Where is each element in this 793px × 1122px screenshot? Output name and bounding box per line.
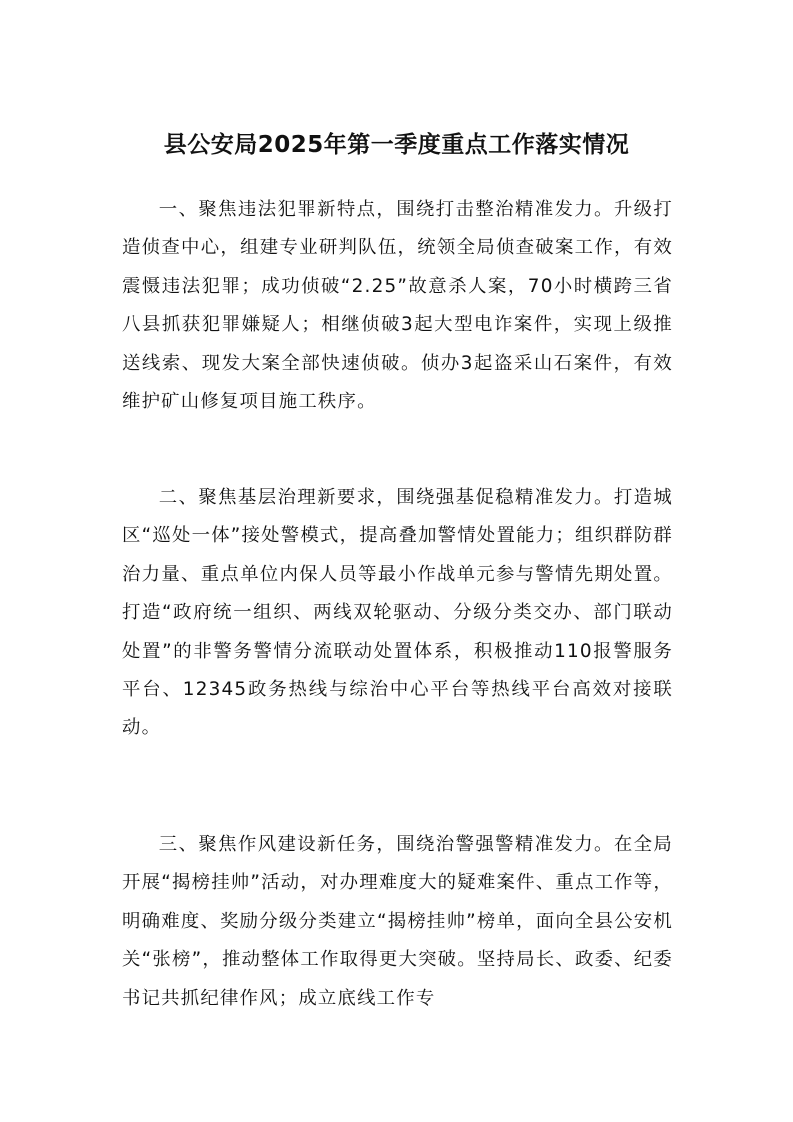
paragraph-2: 二、聚焦基层治理新要求，围绕强基促稳精准发力。打造城区“巡处一体”接处警模式，提高叠加警情处置能力；组织群防群治力量、重点单位内保人员等最小作战单元参与警情先期处置。打造“政府统一组织、两线双轮驱动、分级分类交办、部门联动处置”的非警务警情分流联动处置体系，积极推动110报警服务平台、12345政务热线与综治中心平台等热线平台高效对接联动。: [122, 487, 673, 739]
document-title: 县公安局2025年第一季度重点工作落实情况: [163, 132, 630, 158]
paragraph-1: 一、聚焦违法犯罪新特点，围绕打击整治精准发力。升级打造侦查中心，组建专业研判队伍，统领全局侦查破案工作，有效震慑违法犯罪；成功侦破“2.25”故意杀人案，70小时横跨三省八县抓获犯罪嫌疑人；相继侦破3起大型电诈案件，实现上级推送线索、现发大案全部快速侦破。侦办3起盗采山石案件，有效维护矿山修复项目施工秩序。: [122, 199, 673, 413]
paragraph-3: 三、聚焦作风建设新任务，围绕治警强警精准发力。在全局开展“揭榜挂帅”活动，对办理难度大的疑难案件、重点工作等，明确难度、奖励分级分类建立“揭榜挂帅”榜单，面向全县公安机关“张榜”，推动整体工作取得更大突破。坚持局长、政委、纪委书记共抓纪律作风；成立底线工作专: [122, 834, 673, 1009]
